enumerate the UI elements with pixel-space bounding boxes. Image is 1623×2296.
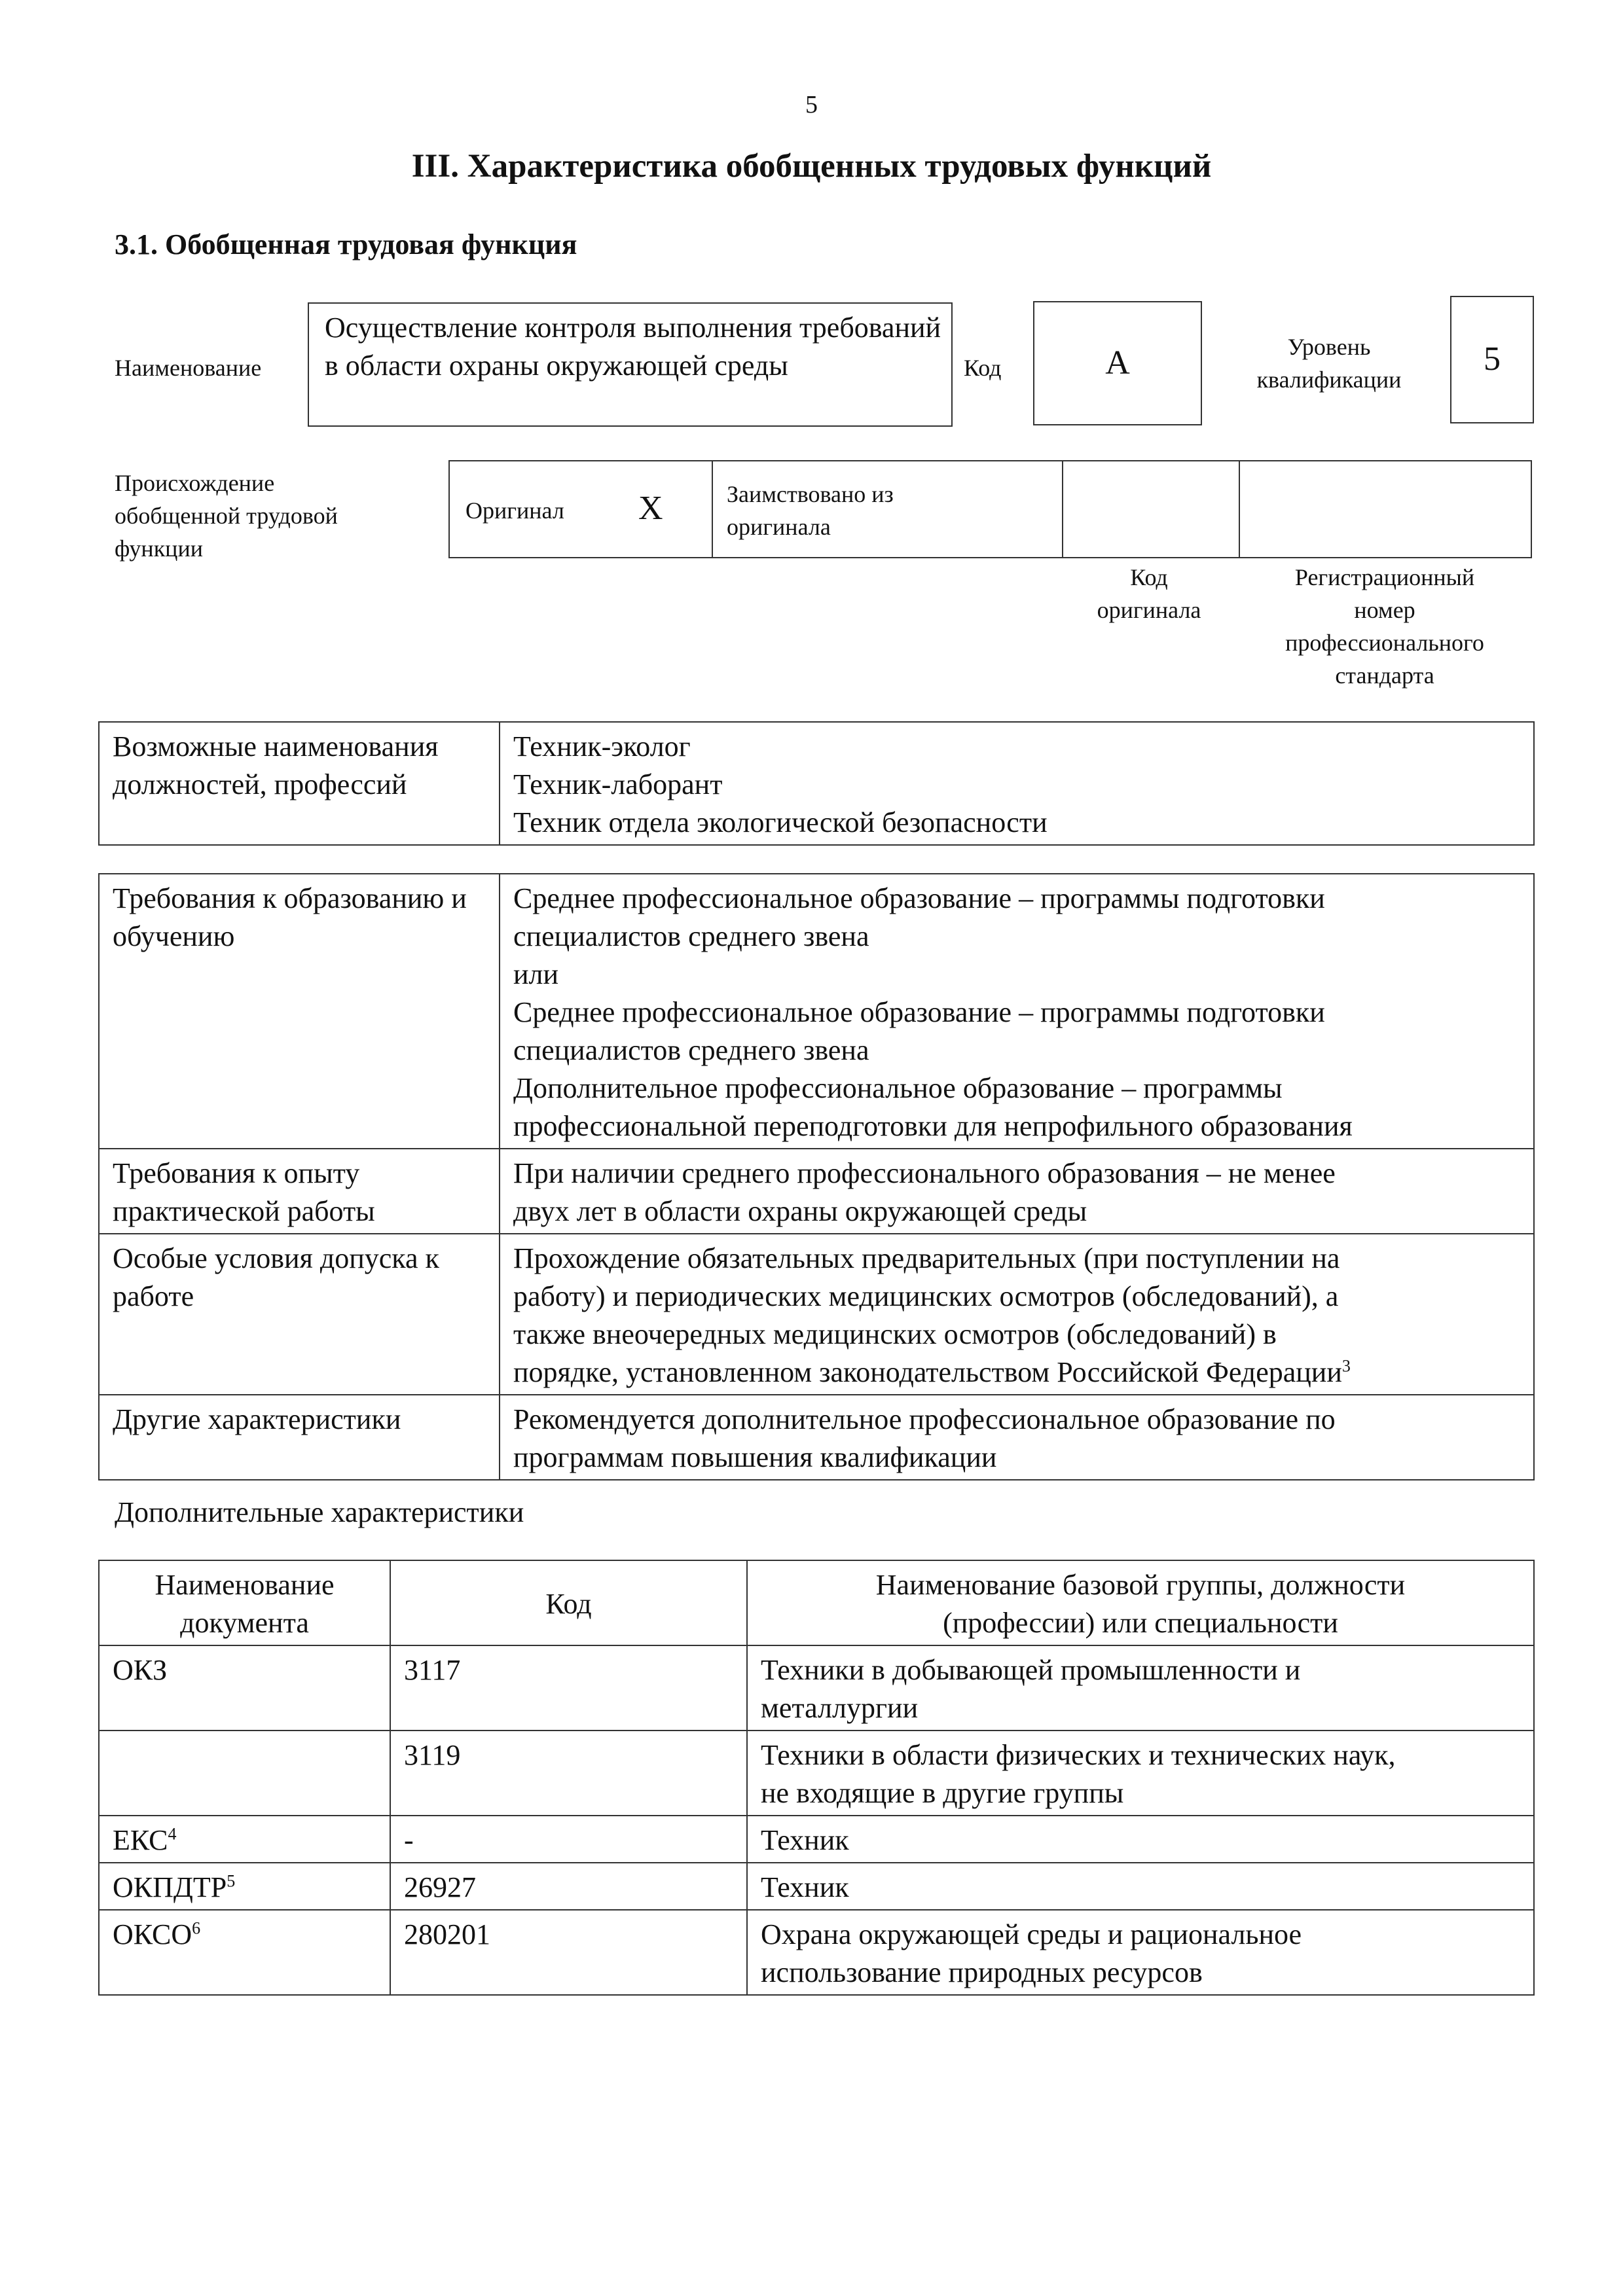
conditions-value-cell bbox=[500, 1234, 1534, 1395]
experience-label-cell: Требования к опыту практической работы bbox=[99, 1149, 500, 1234]
footnote-ref: 3 bbox=[1341, 1356, 1351, 1376]
education-line: или bbox=[513, 958, 559, 990]
reg-caption-line-2: номер bbox=[1354, 597, 1415, 623]
table-row bbox=[99, 1645, 1534, 1731]
education-line: специалистов среднего звена bbox=[513, 920, 869, 952]
header-doc-line-1: Наименование bbox=[155, 1569, 335, 1601]
list-item: Техник отдела экологической безопасности bbox=[513, 806, 1048, 838]
origin-table bbox=[448, 460, 1532, 558]
original-mark: X bbox=[638, 490, 663, 527]
page-number: 5 bbox=[805, 91, 818, 118]
table-row bbox=[99, 722, 1534, 845]
footnote-ref: 6 bbox=[192, 1918, 201, 1938]
row-doc-text: ОКЗ bbox=[113, 1654, 168, 1686]
header-code: Код bbox=[390, 1560, 747, 1645]
row-doc-text: ЕКС bbox=[113, 1824, 168, 1856]
header-name bbox=[747, 1560, 1534, 1645]
table-row bbox=[99, 874, 1534, 1149]
conditions-line: также внеочередных медицинских осмотров (обследований) в bbox=[513, 1318, 1277, 1350]
reg-caption-line-3: профессионального bbox=[1285, 630, 1484, 656]
header-doc bbox=[99, 1560, 390, 1645]
list-item: Техник-лаборант bbox=[513, 768, 723, 800]
level-value: 5 bbox=[1484, 340, 1501, 378]
reg-number-caption bbox=[1237, 561, 1532, 692]
conditions-line: работу) и периодических медицинских осмотров (обследований), а bbox=[513, 1280, 1339, 1312]
origin-label-line-3: функции bbox=[115, 535, 203, 562]
divider bbox=[1062, 461, 1063, 558]
experience-line: При наличии среднего профессионального образования – не менее bbox=[513, 1157, 1336, 1189]
name-value: Осуществление контроля выполнения требований в области охраны окружающей среды bbox=[325, 312, 941, 382]
row-code: 280201 bbox=[390, 1910, 747, 1995]
conditions-line: Прохождение обязательных предварительных (при поступлении на bbox=[513, 1242, 1340, 1274]
row-name-line-2: не входящие в другие группы bbox=[761, 1777, 1124, 1809]
row-name-line-1: Техники в области физических и технических наук, bbox=[761, 1739, 1396, 1771]
reg-caption-line-1: Регистрационный bbox=[1294, 564, 1475, 590]
other-line: программам повышения квалификации bbox=[513, 1441, 997, 1473]
table-row bbox=[99, 1731, 1534, 1816]
origin-label-line-2: обобщенной трудовой bbox=[115, 503, 338, 529]
requirements-table bbox=[98, 873, 1535, 1480]
other-label-cell: Другие характеристики bbox=[99, 1395, 500, 1480]
header-doc-line-2: документа bbox=[180, 1607, 309, 1639]
experience-value-cell bbox=[500, 1149, 1534, 1234]
other-value-cell bbox=[500, 1395, 1534, 1480]
row-code: 26927 bbox=[390, 1863, 747, 1910]
table-row bbox=[99, 1816, 1534, 1863]
row-doc-text: ОКПДТР bbox=[113, 1871, 227, 1903]
level-box bbox=[1450, 296, 1534, 423]
code-original-caption-line-1: Код bbox=[1130, 564, 1168, 590]
subsection-title: 3.1. Обобщенная трудовая функция bbox=[115, 228, 577, 260]
divider bbox=[1239, 461, 1240, 558]
table-row bbox=[99, 1149, 1534, 1234]
row-doc-text: ОКСО bbox=[113, 1918, 192, 1950]
table-row bbox=[99, 1910, 1534, 1995]
additional-title: Дополнительные характеристики bbox=[115, 1496, 524, 1528]
code-box bbox=[1033, 301, 1202, 425]
row-doc bbox=[99, 1863, 390, 1910]
positions-table bbox=[98, 721, 1535, 846]
positions-label-line-1: Возможные наименования bbox=[113, 730, 439, 762]
conditions-line bbox=[513, 1354, 1520, 1391]
additional-table bbox=[98, 1560, 1535, 1996]
education-label-cell: Требования к образованию и обучению bbox=[99, 874, 500, 1149]
table-row bbox=[99, 1863, 1534, 1910]
other-line: Рекомендуется дополнительное профессиональное образование по bbox=[513, 1403, 1336, 1435]
experience-line: двух лет в области охраны окружающей среды bbox=[513, 1195, 1087, 1227]
positions-label-cell bbox=[99, 722, 500, 845]
conditions-line-text: порядке, установленном законодательством Российской Федерации bbox=[513, 1356, 1342, 1388]
code-label: Код bbox=[964, 355, 1002, 381]
footnote-ref: 4 bbox=[168, 1824, 177, 1844]
origin-label-line-1: Происхождение bbox=[115, 470, 275, 496]
row-code: 3117 bbox=[390, 1645, 747, 1731]
row-name-line-2: использование природных ресурсов bbox=[761, 1956, 1203, 1988]
education-line: Дополнительное профессиональное образование – программы bbox=[513, 1072, 1283, 1104]
row-doc bbox=[99, 1731, 390, 1816]
row-name bbox=[747, 1645, 1534, 1731]
table-row bbox=[99, 1395, 1534, 1480]
header-name-line-1: Наименование базовой группы, должности bbox=[875, 1569, 1406, 1601]
positions-items-cell bbox=[500, 722, 1534, 845]
level-label bbox=[1231, 331, 1427, 396]
divider bbox=[712, 461, 713, 558]
table-row bbox=[99, 1234, 1534, 1395]
row-name bbox=[747, 1910, 1534, 1995]
header-name-line-2: (профессии) или специальности bbox=[943, 1607, 1338, 1639]
borrowed-label bbox=[727, 478, 894, 543]
table-header-row bbox=[99, 1560, 1534, 1645]
borrowed-label-line-2: оригинала bbox=[727, 514, 831, 540]
row-name: Техник bbox=[747, 1863, 1534, 1910]
footnote-ref: 5 bbox=[227, 1871, 236, 1891]
education-line: Среднее профессиональное образование – программы подготовки bbox=[513, 882, 1325, 914]
row-name-line-1: Охрана окружающей среды и рациональное bbox=[761, 1918, 1302, 1950]
name-box bbox=[308, 302, 953, 427]
row-doc bbox=[99, 1910, 390, 1995]
list-item: Техник-эколог bbox=[513, 730, 691, 762]
origin-label bbox=[115, 467, 338, 565]
row-code: - bbox=[390, 1816, 747, 1863]
code-original-caption-line-2: оригинала bbox=[1097, 597, 1201, 623]
section-title: III. Характеристика обобщенных трудовых функций bbox=[411, 148, 1212, 185]
row-name-line-2: металлургии bbox=[761, 1692, 919, 1724]
row-code: 3119 bbox=[390, 1731, 747, 1816]
code-value: А bbox=[1105, 344, 1130, 382]
conditions-label-cell: Особые условия допуска к работе bbox=[99, 1234, 500, 1395]
name-label: Наименование bbox=[115, 355, 262, 381]
row-doc bbox=[99, 1816, 390, 1863]
positions-label-line-2: должностей, профессий bbox=[113, 768, 407, 800]
row-doc bbox=[99, 1645, 390, 1731]
row-name bbox=[747, 1731, 1534, 1816]
education-line: специалистов среднего звена bbox=[513, 1034, 869, 1066]
row-name-line-1: Техники в добывающей промышленности и bbox=[761, 1654, 1301, 1686]
code-original-caption bbox=[1061, 561, 1237, 626]
education-value-cell bbox=[500, 874, 1534, 1149]
education-line: Среднее профессиональное образование – программы подготовки bbox=[513, 996, 1325, 1028]
level-label-line-1: Уровень bbox=[1287, 334, 1371, 360]
original-label: Оригинал bbox=[465, 497, 564, 524]
reg-caption-line-4: стандарта bbox=[1335, 662, 1434, 689]
borrowed-label-line-1: Заимствовано из bbox=[727, 481, 894, 507]
education-line: профессиональной переподготовки для непрофильного образования bbox=[513, 1110, 1353, 1142]
level-label-line-2: квалификации bbox=[1256, 367, 1402, 393]
row-name: Техник bbox=[747, 1816, 1534, 1863]
